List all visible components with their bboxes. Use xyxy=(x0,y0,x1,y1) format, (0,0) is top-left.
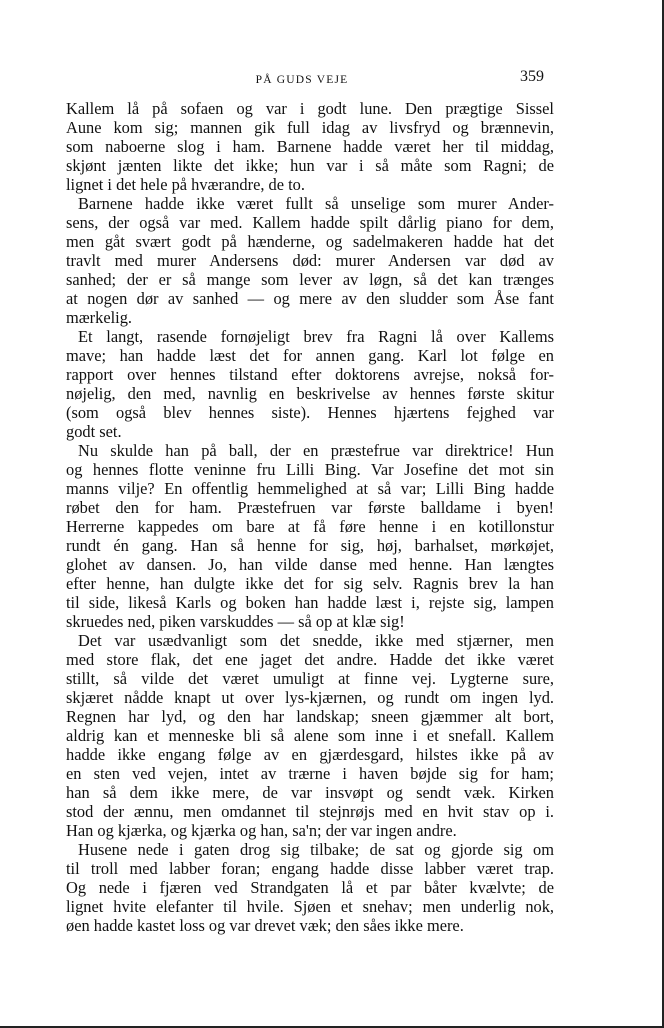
text-line: en sten ved vejen, intet av trærne i haven bøjde sig for ham; xyxy=(66,764,554,783)
text-line: Et langt, rasende fornøjeligt brev fra Ragni lå over Kallems xyxy=(78,327,554,346)
text-line: Barnene hadde ikke været fullt så unselige som murer Ander- xyxy=(78,194,554,213)
paragraph xyxy=(66,840,554,935)
text-line: glohet av dansen. Jo, han vilde danse med henne. Han længtes xyxy=(66,555,554,574)
text-line: nøjelig, den med, navnlig en beskrivelse av hennes første skitur xyxy=(66,384,554,403)
text-line: Han og kjærka, og kjærka og han, sa'n; der var ingen andre. xyxy=(66,821,457,840)
text-line: stod der ænnu, men omdannet til stejnrøjs med en hvit stav op i. xyxy=(66,802,554,821)
text-line: med store flak, det ene jaget det andre. Hadde det ikke været xyxy=(66,650,554,669)
text-line: sanhed; der er så mange som lever av løgn, så det kan trænges xyxy=(66,270,554,289)
text-line: sens, der også var med. Kallem hadde spilt dårlig piano for dem, xyxy=(66,213,554,232)
text-line: (som også blev hennes siste). Hennes hjærtens fejghed var xyxy=(66,403,554,422)
text-line: lignet hvite elefanter til hvile. Sjøen et snehav; men underlig nok, xyxy=(66,897,554,916)
text-line: manns vilje? En offentlig hemmelighed at så var; Lilli Bing hadde xyxy=(66,479,554,498)
text-line: røbet den for ham. Præstefruen var første balldame i byen! xyxy=(66,498,554,517)
text-line: stillt, så vilde det været umuligt at finne vej. Lygterne sure, xyxy=(66,669,554,688)
text-line: Det var usædvanligt som det snedde, ikke med stjærner, men xyxy=(78,631,554,650)
paragraph xyxy=(66,327,554,441)
text-line: som naboerne slog i ham. Barnene hadde været her til middag, xyxy=(66,137,554,156)
text-line: og hennes flotte veninne fru Lilli Bing. Var Josefine det mot sin xyxy=(66,460,554,479)
text-line: men gåt svært godt på hænderne, og sadelmakeren hadde hat det xyxy=(66,232,554,251)
paragraph xyxy=(66,441,554,631)
text-line: skjæret nådde knapt ut over lys-kjærnen, og rundt om ingen lyd. xyxy=(66,688,554,707)
text-line: mave; han hadde læst det for annen gang. Karl lot følge en xyxy=(66,346,554,365)
text-line: til troll med labber foran; engang hadde disse labber været trap. xyxy=(66,859,554,878)
text-line: Husene nede i gaten drog sig tilbake; de sat og gjorde sig om xyxy=(78,840,554,859)
text-line: mærkelig. xyxy=(66,308,133,327)
text-line: travlt med murer Andersens død: murer Andersen var død av xyxy=(66,251,554,270)
text-line: hadde ikke engang følge av en gjærdesgard, hilstes ikke på av xyxy=(66,745,554,764)
text-line: Og nede i fjæren ved Strandgaten lå et par båter kvælvte; de xyxy=(66,878,554,897)
text-line: Herrerne kappedes om bare at få føre henne i en kotillonstur xyxy=(66,517,554,536)
text-line: øen hadde kastet loss og var drevet væk; den såes ikke mere. xyxy=(66,916,464,935)
text-line: godt set. xyxy=(66,422,122,441)
text-line: skjønt jænten likte det ikke; hun var i så måte som Ragni; de xyxy=(66,156,554,175)
text-line: rundt én gang. Han så henne for sig, høj, barhalset, mørkøjet, xyxy=(66,536,554,555)
text-line: rapport over hennes tilstand efter doktorens avrejse, nokså for- xyxy=(66,365,554,384)
text-line: Aune kom sig; mannen gik full idag av livsfryd og brænnevin, xyxy=(66,118,554,137)
body-text xyxy=(66,99,554,935)
text-line: efter henne, han dulgte ikke det for sig selv. Ragnis brev la han xyxy=(66,574,554,593)
text-line: at nogen dør av sanhed — og mere av den sludder som Åse fant xyxy=(66,289,554,308)
text-line: til side, likeså Karls og boken han hadde læst i, rejste sig, lampen xyxy=(66,593,554,612)
text-line: Kallem lå på sofaen og var i godt lune. Den prægtige Sissel xyxy=(66,99,554,118)
text-line: skruedes ned, piken varskuddes — så op at klæ sig! xyxy=(66,612,405,631)
paragraph xyxy=(66,99,554,194)
text-line: Regnen har lyd, og den har landskap; sneen gjæmmer alt bort, xyxy=(66,707,554,726)
text-line: Nu skulde han på ball, der en præstefrue var direktrice! Hun xyxy=(78,441,554,460)
page-number: 359 xyxy=(520,68,544,85)
paragraph xyxy=(66,194,554,327)
running-head: PÅ GUDS VEJE xyxy=(255,74,349,86)
text-line: han så dem ikke mere, de var insvøpt og sendt væk. Kirken xyxy=(66,783,554,802)
text-line: lignet i det hele på hværandre, de to. xyxy=(66,175,305,194)
paragraph xyxy=(66,631,554,840)
text-line: aldrig kan et menneske bli så alene som inne i et snefall. Kallem xyxy=(66,726,554,745)
